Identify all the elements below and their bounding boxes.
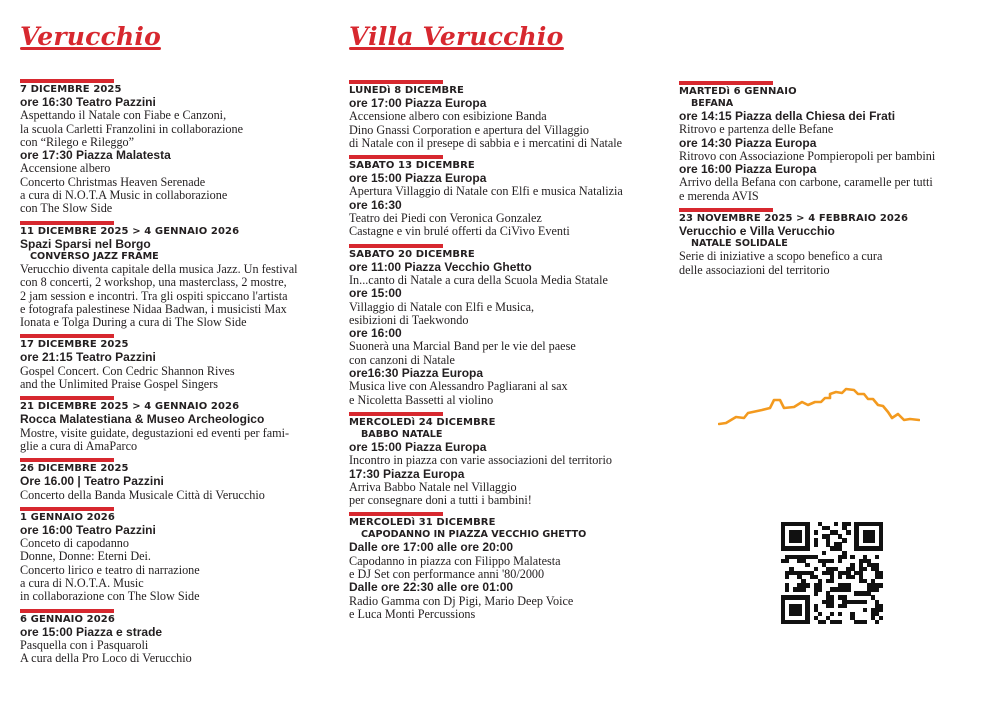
event-time-place: ore 15:00 Piazza e strade (20, 624, 163, 639)
event-description: con The Slow Side (20, 201, 113, 216)
event-date: 11 DICEMBRE 2025 > 4 GENNAIO 2026 (20, 225, 240, 237)
event-time-place: ore16:30 Piazza Europa (349, 366, 484, 381)
event-description: 2 jam session e incontri. Tra gli ospiti spiccano l'artista (20, 288, 288, 303)
event-item (349, 244, 671, 407)
heading-verucchio (20, 22, 161, 50)
event-date: 7 DICEMBRE 2025 (20, 84, 122, 95)
event-description: Serie di iniziative a scopo benefico a cura (679, 249, 883, 264)
event-date: LUNEDì 8 DICEMBRE (349, 85, 464, 96)
event-item (349, 80, 671, 150)
event-time-place: 17:30 Piazza Europa (349, 466, 465, 481)
event-time-place: ore 16:00 Teatro Pazzini (20, 522, 156, 537)
event-description: e DJ Set con performance anni '80/2000 (349, 567, 545, 582)
event-subtitle: BEFANA (691, 98, 734, 109)
event-description: Mostre, visite guidate, degustazioni ed eventi per fami- (20, 425, 290, 440)
event-description: Aspettando il Natale con Fiabe e Canzoni, (20, 108, 227, 123)
event-description: Arriva Babbo Natale nel Villaggio (349, 479, 517, 494)
qr-code-icon (781, 522, 883, 624)
event-divider (20, 79, 114, 83)
event-time-place: ore 15:00 Piazza Europa (349, 171, 487, 186)
event-description: con 8 concerti, 2 workshop, una masterclass, 2 mostre, (20, 275, 287, 290)
event-date: 6 GENNAIO 2026 (20, 613, 115, 625)
event-description: Accensione albero (20, 161, 111, 176)
event-description: Suonerà una Marcial Band per le vie del paese (349, 339, 576, 354)
event-time-place: Verucchio e Villa Verucchio (679, 224, 835, 239)
event-description: e Luca Monti Percussions (349, 606, 476, 621)
event-description: e merenda AVIS (679, 188, 759, 203)
event-description: In...canto di Natale a cura della Scuola Media Statale (349, 272, 608, 287)
event-description: Radio Gamma con Dj Pigi, Mario Deep Voice (349, 593, 574, 608)
heading-verucchio-text: Verucchio (20, 22, 161, 51)
verucchio-skyline-icon (718, 386, 920, 430)
event-description: Verucchio diventa capitale della musica Jazz. Un festival (20, 261, 298, 276)
event-time-place: Spazi Sparsi nel Borgo (20, 236, 151, 251)
event-date: 17 DICEMBRE 2025 (20, 339, 129, 351)
heading-villa-verucchio (349, 22, 564, 50)
event-description: Ritrovo e partenza delle Befane (679, 122, 834, 137)
event-description: per consegnare doni a tutti i bambini! (349, 493, 532, 508)
event-date: MERCOLEDì 24 DICEMBRE (349, 416, 496, 428)
event-description: and the Unlimited Praise Gospel Singers (20, 377, 219, 392)
event-description: Concerto della Banda Musicale Città di Verucchio (20, 487, 265, 502)
event-description: Dino Gnassi Corporation e apertura del Villaggio (349, 122, 590, 137)
event-description: con canzoni di Natale (349, 352, 455, 367)
event-time-place: Ore 16.00 | Teatro Pazzini (20, 474, 164, 489)
event-description: Musica live con Alessandro Pagliarani al sax (349, 379, 568, 394)
event-description: Gospel Concert. Con Cedric Shannon Rives (20, 363, 235, 378)
event-item (20, 507, 340, 604)
event-date: SABATO 13 DICEMBRE (349, 160, 475, 172)
event-time-place: ore 14:30 Piazza Europa (679, 135, 817, 150)
event-description: Ritrovo con Associazione Pompieropoli per bambini (679, 148, 936, 163)
event-date: SABATO 20 DICEMBRE (349, 248, 475, 260)
event-date: MERCOLEDì 31 DICEMBRE (349, 517, 496, 529)
event-time-place: ore 17:00 Piazza Europa (349, 96, 487, 110)
event-description: a cura di N.O.T.A Music in collaborazione (20, 188, 228, 203)
event-description: Concerto Christmas Heaven Serenade (20, 174, 206, 189)
event-date: 23 NOVEMBRE 2025 > 4 FEBBRAIO 2026 (679, 213, 909, 225)
event-time-place: ore 17:30 Piazza Malatesta (20, 148, 171, 163)
event-description: di Natale con il presepe di sabbia e i mercatini di Natale (349, 135, 623, 150)
event-item (679, 81, 979, 203)
event-description: Teatro dei Piedi con Veronica Gonzalez (349, 211, 542, 226)
event-description: glie a cura di AmaParco (20, 438, 138, 453)
event-description: in collaborazione con The Slow Side (20, 589, 200, 604)
event-time-place: ore 14:15 Piazza della Chiesa dei Frati (679, 109, 896, 123)
event-item (20, 334, 340, 391)
event-time-place: ore 11:00 Piazza Vecchio Ghetto (349, 259, 532, 274)
event-description: la scuola Carletti Franzolini in collaborazione (20, 121, 244, 136)
event-description: Villaggio di Natale con Elfi e Musica, (349, 299, 535, 314)
event-item (20, 458, 340, 502)
event-time-place: ore 16:30 Teatro Pazzini (20, 95, 156, 109)
event-item (20, 79, 340, 216)
event-description: Apertura Villaggio di Natale con Elfi e musica Natalizia (349, 184, 623, 199)
event-description: Conceto di capodanno (20, 536, 129, 551)
event-time-place: ore 16:30 (349, 197, 402, 212)
column-verucchio (20, 79, 340, 671)
event-subtitle: NATALE SOLIDALE (691, 238, 788, 250)
event-time-place: ore 15:00 Piazza Europa (349, 439, 487, 454)
event-time-place: Rocca Malatestiana & Museo Archeologico (20, 412, 265, 427)
event-description: e fotografa palestinese Nidaa Badwan, i musicisti Max (20, 301, 287, 316)
event-date: 1 GENNAIO 2026 (20, 511, 115, 523)
event-time-place: ore 16:00 Piazza Europa (679, 162, 817, 177)
event-item (20, 221, 340, 330)
event-subtitle: BABBO NATALE (361, 428, 443, 440)
event-time-place: ore 16:00 (349, 326, 402, 341)
event-divider (679, 81, 773, 85)
event-item (349, 512, 671, 621)
event-item (679, 208, 979, 277)
event-divider (679, 208, 773, 212)
event-subtitle: CAPODANNO IN PIAZZA VECCHIO GHETTO (361, 529, 587, 541)
event-description: Ionata e Tolga During a cura di The Slow Side (20, 315, 247, 330)
event-divider (20, 507, 114, 511)
event-divider (20, 609, 114, 613)
column-villa-verucchio (349, 80, 671, 626)
event-divider (20, 396, 114, 400)
heading-villa-verucchio-text: Villa Verucchio (349, 22, 564, 51)
event-divider (20, 334, 114, 338)
event-description: Capodanno in piazza con Filippo Malatesta (349, 553, 561, 568)
event-item (349, 155, 671, 238)
event-description: Accensione albero con esibizione Banda (349, 109, 547, 124)
event-date: MARTEDì 6 GENNAIO (679, 86, 797, 97)
event-divider (349, 512, 443, 516)
event-item (20, 609, 340, 666)
event-time-place: ore 21:15 Teatro Pazzini (20, 350, 156, 365)
event-description: Pasquella con i Pasquaroli (20, 637, 149, 652)
event-description: e Nicoletta Bassetti al violino (349, 392, 494, 407)
event-description: Donne, Donne: Eterni Dei. (20, 549, 151, 564)
event-description: Concerto lirico e teatro di narrazione (20, 562, 200, 577)
event-divider (20, 458, 114, 462)
event-divider (349, 244, 443, 248)
event-divider (20, 221, 114, 225)
event-date: 26 DICEMBRE 2025 (20, 463, 129, 475)
event-description: A cura della Pro Loco di Verucchio (20, 651, 192, 666)
event-time-place: Dalle ore 22:30 alle ore 01:00 (349, 580, 514, 595)
event-description: Castagne e vin brulé offerti da CiVivo Eventi (349, 224, 570, 239)
event-divider (349, 80, 443, 84)
event-description: delle associazioni del territorio (679, 262, 830, 277)
event-description: Arrivo della Befana con carbone, caramelle per tutti (679, 175, 933, 190)
event-description: con “Rilego e Rileggo” (20, 134, 135, 149)
event-item (349, 412, 671, 507)
event-item (20, 396, 340, 453)
event-date: 21 DICEMBRE 2025 > 4 GENNAIO 2026 (20, 401, 240, 413)
event-description: esibizioni di Taekwondo (349, 312, 469, 327)
event-subtitle: CONVERSO JAZZ FRAME (30, 250, 159, 262)
event-description: a cura di N.O.T.A. Music (20, 576, 144, 591)
event-description: Incontro in piazza con varie associazioni del territorio (349, 453, 612, 468)
event-time-place: ore 15:00 (349, 286, 402, 301)
column-extra (679, 81, 979, 282)
event-divider (349, 412, 443, 416)
event-divider (349, 155, 443, 159)
event-time-place: Dalle ore 17:00 alle ore 20:00 (349, 540, 514, 555)
